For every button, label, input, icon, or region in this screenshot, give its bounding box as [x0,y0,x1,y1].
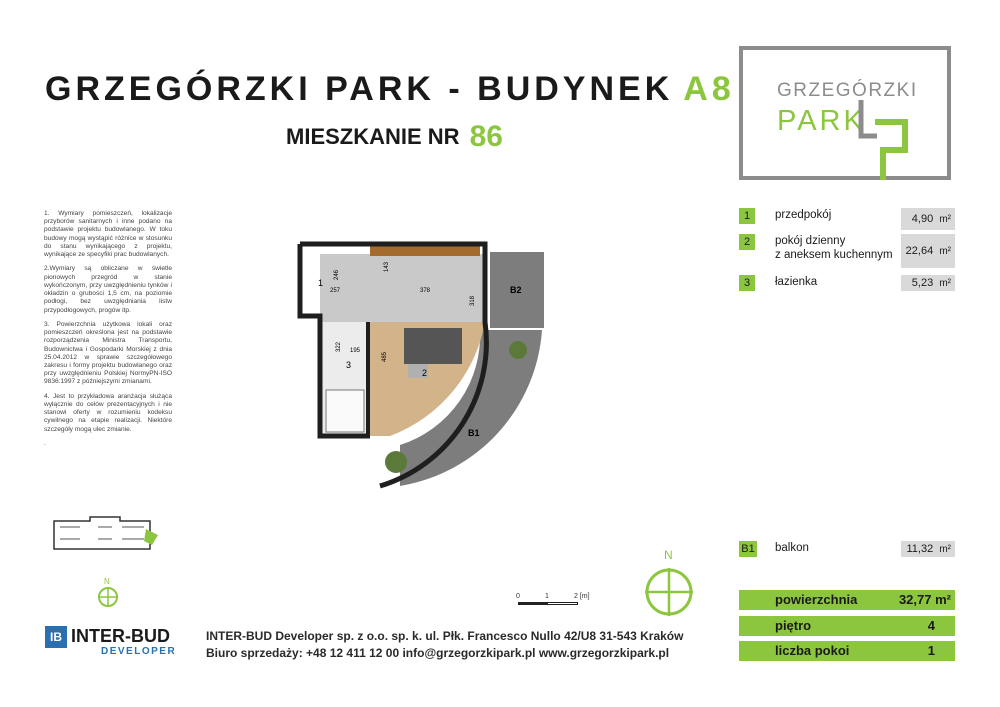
scale-bar [514,593,594,607]
dim-143: 143 [384,261,390,272]
balcony-area: 11,32 m² [901,541,955,557]
plant-icon [509,341,527,359]
room-name: łazienka [775,276,818,288]
small-compass-icon [97,586,119,608]
footer [206,628,683,662]
dim-246: 246 [334,269,340,280]
logo-p-mark [855,96,915,182]
hallway-floor [320,254,485,322]
ib-mark: IB [45,626,67,648]
compass-icon [643,566,695,618]
scale-tick-2: 2 [m] [574,593,590,600]
label-b2: B2 [510,285,522,295]
notes [44,210,172,454]
room-name: przedpokój [775,209,832,221]
room-row-1 [739,208,955,230]
building-code: A8 [683,70,735,108]
footer-address: INTER-BUD Developer sp. z o.o. sp. k. ul. Płk. Francesco Nullo 42/U8 31-543 Kraków [206,629,684,643]
room-name: pokój dzienny z aneksem kuchennym [775,235,893,261]
summary-area: powierzchnia 32,77 m² [739,590,955,610]
balcony-number: B1 [739,541,757,557]
room-row-3 [739,275,955,297]
footer-contact: Biuro sprzedaży: +48 12 411 12 00 info@grzegorzkipark.pl www.grzegorzkipark.pl [206,646,670,660]
plant-icon [385,451,407,473]
room-number: 1 [739,208,755,224]
apartment-subtitle: MIESZKANIE NR 86 [286,120,503,153]
label-room-1: 1 [318,278,324,288]
small-compass-label: N [104,577,110,586]
room-area: 5,23 m² [901,275,955,291]
dim-322: 322 [336,341,342,352]
balcony-row [739,541,955,563]
note-3: 3. Powierzchnia użytkowa lokali oraz pomieszczeń określona jest na podstawie rozporządzenia Ministra Transportu, Budownictwa i Gospodarki Morskiej z dnia 25.04.2012 w sprawie szczegółowego zakresu i formy projektu budowlanego oraz przy uwzględnieniu Polskiej NormyPN-ISO 9836:1997 z późniejszymi zmianami. [44,320,172,386]
scale-tick-1: 1 [545,593,549,600]
note-2: 2.Wymiary są obliczane w świetle pionowych przegród w stanie wykończonym, przy uwzględnieniu tynków i okładzin o grubości 1,5 cm, na poziomie podłogi, bez uwzględniania listw przypodłogowych, progów itp. [44,265,172,314]
apartment-number: 86 [469,120,503,153]
page-title: GRZEGÓRZKI PARK - BUDYNEK A8 [45,70,735,108]
room-number: 2 [739,234,755,250]
logo-line1: GRZEGÓRZKI [777,80,918,101]
label-room-2: 2 [422,368,428,378]
label-b1: B1 [468,428,480,438]
label-room-3: 3 [346,360,352,370]
summary-rooms: liczba pokoi 1 [739,641,955,661]
dim-257: 257 [330,288,341,294]
dim-318: 318 [470,295,476,306]
grzegorzki-park-logo [739,46,951,180]
developer-sub: DEVELOPER [101,646,177,657]
logo-line2: PARK [777,105,866,137]
sofa-icon [404,328,462,364]
summary-floor: piętro 4 [739,616,955,636]
note-1: 1. Wymiary pomieszczeń, lokalizacje przyborów sanitarnych i inne podano na podstawie projektu budowlanego. W toku budowy mogą wystąpić różnice w stosunku do stanu wynikającego z projektu, wynikające ze specyfiki prac budowlanych. [44,210,172,259]
note-5: . [44,439,46,447]
scale-tick-0: 0 [516,593,520,600]
compass-label: N [664,548,673,562]
dim-485: 485 [382,351,388,362]
bathtub-icon [326,390,364,432]
key-plan [50,515,170,555]
room-number: 3 [739,275,755,291]
room-area: 4,90 m² [901,208,955,230]
room-row-2 [739,234,955,268]
dim-378: 378 [420,288,431,294]
floor-plan [290,240,570,490]
balcony-name: balkon [775,542,809,554]
room-area: 22,64 m² [901,234,955,268]
apartment-marker [144,529,158,545]
dim-195: 195 [350,348,361,354]
note-4: 4. Jest to przykładowa aranżacja służąca wyłącznie do celów prezentacyjnych i nie stanowi oferty w rozumieniu kodeksu cywilnego na etapie realizacji. Niektóre szczegóły mogą ulec zmianie. [44,392,172,433]
developer-name: INTER-BUD [71,626,170,646]
